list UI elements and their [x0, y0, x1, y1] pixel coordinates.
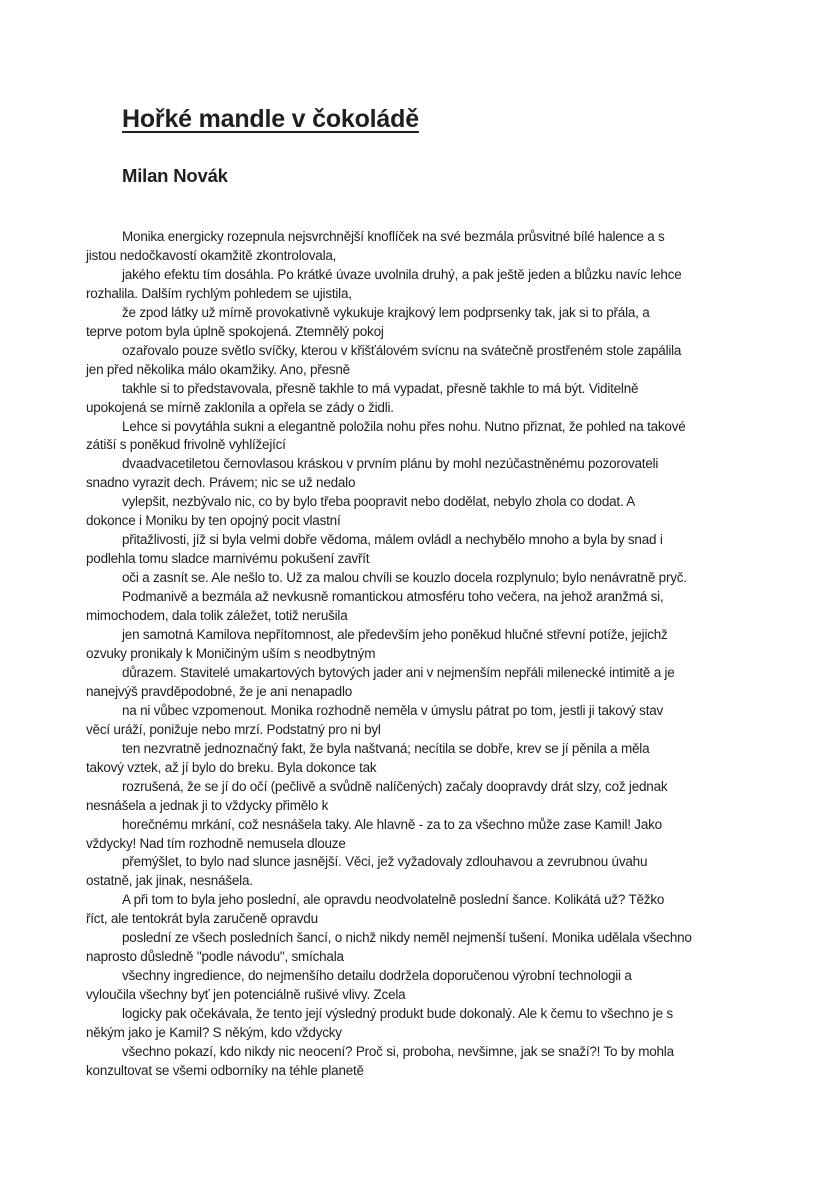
text-line: zátiší s poněkud frivolně vyhlížející [86, 437, 286, 453]
text-line: vždycky! Nad tím rozhodně nemusela dlouze [86, 835, 346, 851]
author-name: Milan Novák [122, 165, 228, 186]
text-line: dvaadvacetiletou černovlasou kráskou v prvním plánu by mohl nezúčastněnému pozorovateli [122, 456, 659, 472]
text-line: na ni vůbec vzpomenout. Monika rozhodně neměla v úmyslu pátrat po tom, jestli ji takový stav [122, 702, 664, 718]
text-line: upokojená se mírně zaklonila a opřela se zády o židli. [86, 399, 394, 415]
text-line: všechno pokazí, kdo nikdy nic neocení? Proč si, proboha, nevšimne, jak se snaží?! To by mohla [122, 1043, 674, 1059]
text-line: Podmanivě a bezmála až nevkusně romantickou atmosféru toho večera, na jehož aranžmá si, [122, 589, 664, 605]
text-line: říct, ale tentokrát byla zaručeně opravdu [86, 911, 318, 927]
text-line: snadno vyrazit dech. Právem; nic se už nedalo [86, 475, 356, 491]
text-line: konzultovat se všemi odborníky na téhle planetě [86, 1062, 364, 1078]
text-line: jistou nedočkavostí okamžitě zkontrolovala, [86, 247, 337, 263]
text-line: věcí uráží, ponižuje nebo mrzí. Podstatný pro ni byl [86, 721, 381, 737]
text-line: dokonce i Moniku by ten opojný pocit vlastní [86, 513, 341, 529]
text-line: všechny ingredience, do nejmenšího detailu dodržela doporučenou výrobní technologii a [122, 968, 632, 984]
text-line: vylepšit, nezbývalo nic, co by bylo třeba poopravit nebo dodělat, nebylo zhola co dodat. A [122, 494, 636, 510]
document-content [0, 104, 838, 1081]
text-line: někým jako je Kamil? S někým, kdo vždycky [86, 1025, 342, 1041]
text-line: rozrušená, že se jí do očí (pečlivě a svůdně nalíčených) začaly doopravdy drát slzy, což jednak [122, 778, 668, 794]
text-line: nanejvýš pravděpodobné, že je ani nenapadlo [86, 683, 353, 699]
text-line: naprosto důsledně "podle návodu", smíchala [86, 949, 344, 965]
text-line: přitažlivosti, jíž si byla velmi dobře vědoma, málem ovládl a nechybělo mnoho a byla by snad i [122, 532, 663, 548]
text-line: vyloučila všechny byť jen potenciálně rušivé vlivy. Zcela [86, 987, 406, 1003]
text-line: horečnému mrkání, což nesnášela taky. Ale hlavně - za to za všechno může zase Kamil! Jako [122, 816, 662, 832]
text-line: podlehla tomu sladce marnivému pokušení zavřít [86, 551, 370, 567]
text-line: Lehce si povytáhla sukni a elegantně položila nohu přes nohu. Nutno přiznat, že pohled na takové [122, 418, 686, 434]
text-line: teprve potom byla úplně spokojená. Ztemnělý pokoj [86, 323, 384, 339]
body-text [86, 228, 752, 1081]
text-line: důrazem. Stavitelé umakartových bytových jader ani v nejmenším nepřáli milenecké intimitě a je [122, 664, 675, 680]
text-line: poslední ze všech posledních šancí, o nichž nikdy neměl nejmenší tušení. Monika udělala všechno [122, 930, 692, 946]
text-line: rozhalila. Dalším rychlým pohledem se ujistila, [86, 285, 352, 301]
text-line: ozvuky pronikaly k Moničiným uším s neodbytným [86, 645, 376, 661]
text-line: jakého efektu tím dosáhla. Po krátké úvaze uvolnila druhý, a pak ještě jeden a blůzku navíc lehce [122, 266, 682, 282]
text-line: jen před několika málo okamžiky. Ano, přesně [86, 361, 350, 377]
document-title: Hořké mandle v čokoládě [122, 105, 419, 133]
text-line: jen samotná Kamilova nepřítomnost, ale především jeho poněkud hlučné střevní potíže, jejichž [122, 627, 668, 643]
text-line: Monika energicky rozepnula nejsvrchnější knoflíček na své bezmála průsvitné bílé halence a s [122, 229, 665, 244]
text-line: takový vztek, až jí bylo do breku. Byla dokonce tak [86, 759, 377, 775]
text-line: ozařovalo pouze světlo svíčky, kterou v křišťálovém svícnu na svátečně prostřeném stole zapálila [122, 342, 682, 358]
text-line: A při tom to byla jeho poslední, ale opravdu neodvolatelně poslední šance. Kolikátá už? Těžko [122, 892, 665, 908]
text-line: přemýšlet, to bylo nad slunce jasnější. Věci, jež vyžadovaly zdlouhavou a zevrubnou úvahu [122, 854, 648, 870]
text-line: ten nezvratně jednoznačný fakt, že byla naštvaná; necítila se dobře, krev se jí pěnila a měla [122, 740, 650, 756]
text-line: takhle si to představovala, přesně takhle to má vypadat, přesně takhle to má být. Viditelně [122, 380, 639, 396]
text-line: logicky pak očekávala, že tento její výsledný produkt bude dokonalý. Ale k čemu to všechno je s [122, 1006, 673, 1022]
text-line: nesnášela a jednak ji to vždycky přimělo k [86, 797, 329, 813]
text-line: že zpod látky už mírně provokativně vykukuje krajkový lem podprsenky tak, jak si to přála, a [122, 304, 650, 320]
text-line: mimochodem, dala tolik záležet, totiž nerušila [86, 608, 348, 624]
text-line: ostatně, jak jinak, nesnášela. [86, 873, 253, 889]
text-line: oči a zasnít se. Ale nešlo to. Už za malou chvíli se kouzlo docela rozplynulo; bylo nenávratně pryč. [122, 570, 687, 586]
